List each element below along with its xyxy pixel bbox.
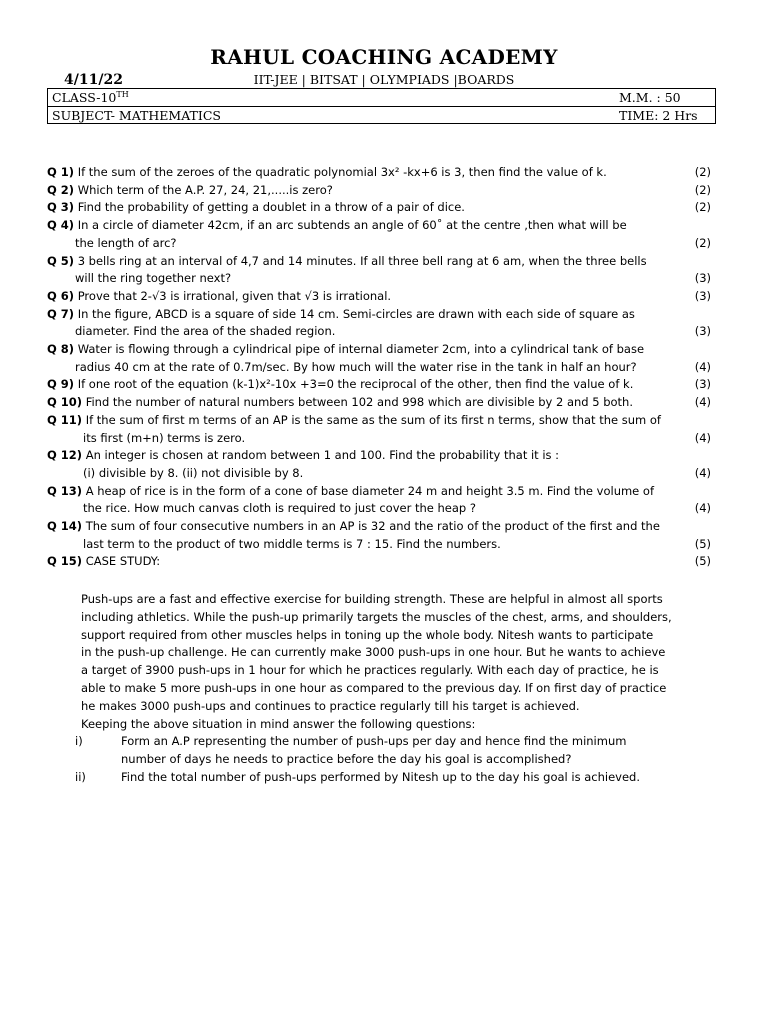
question-number: Q 2) bbox=[47, 182, 75, 197]
question-item bbox=[47, 394, 717, 412]
question-number: Q 14) bbox=[47, 519, 83, 534]
institute-title: RAHUL COACHING ACADEMY bbox=[210, 45, 558, 69]
question-line bbox=[47, 182, 717, 200]
question-number: Q 5) bbox=[47, 253, 75, 268]
question-line bbox=[47, 199, 717, 217]
question-text: last term to the product of two middle terms is 7 : 15. Find the numbers. bbox=[83, 536, 501, 551]
question-text: diameter. Find the area of the shaded region. bbox=[75, 324, 336, 339]
question-text: Which term of the A.P. 27, 24, 21,.....is zero? bbox=[77, 182, 333, 197]
subject-row bbox=[48, 106, 715, 124]
question-marks: (3) bbox=[694, 377, 711, 392]
question-line bbox=[47, 412, 717, 430]
question-line bbox=[47, 164, 717, 182]
case-subquestion bbox=[75, 769, 721, 787]
class-superscript: TH bbox=[116, 89, 129, 99]
question-marks: (4) bbox=[694, 395, 711, 410]
question-number: Q 13) bbox=[47, 483, 83, 498]
question-marks: (2) bbox=[694, 235, 711, 250]
question-item bbox=[47, 341, 717, 376]
question-item bbox=[47, 288, 717, 306]
question-text: Find the number of natural numbers between 102 and 998 which are divisible by 2 and 5 both. bbox=[85, 395, 634, 410]
question-item bbox=[47, 483, 717, 518]
question-continuation bbox=[47, 270, 717, 288]
question-text: In the figure, ABCD is a square of side 14 cm. Semi-circles are drawn with each side of square as bbox=[77, 306, 635, 321]
question-number: Q 9) bbox=[47, 377, 75, 392]
case-study bbox=[75, 591, 721, 787]
question-text: A heap of rice is in the form of a cone of base diameter 24 m and height 3.5 m. Find the volume of bbox=[85, 483, 654, 498]
question-line bbox=[47, 447, 717, 465]
question-item bbox=[47, 217, 717, 252]
question-marks: (2) bbox=[694, 200, 711, 215]
question-number: Q 15) bbox=[47, 554, 83, 569]
subject-label: SUBJECT- MATHEMATICS bbox=[52, 108, 221, 123]
question-line bbox=[47, 341, 717, 359]
question-text: Prove that 2-√3 is irrational, given that √3 is irrational. bbox=[77, 288, 392, 303]
question-item bbox=[47, 253, 717, 288]
subquestion-number: i) bbox=[75, 734, 83, 749]
question-marks: (4) bbox=[694, 359, 711, 374]
question-line bbox=[47, 306, 717, 324]
question-marks: (4) bbox=[694, 501, 711, 516]
question-line bbox=[47, 253, 717, 271]
question-continuation bbox=[47, 430, 717, 448]
case-paragraph-line: in the push-up challenge. He can currently make 3000 push-ups in one hour. But he wants to achieve bbox=[81, 645, 666, 660]
subquestion-text: number of days he needs to practice before the day his goal is accomplished? bbox=[121, 752, 572, 767]
subquestion-text: Find the total number of push-ups performed by Nitesh up to the day his goal is achieved. bbox=[121, 769, 641, 784]
case-paragraph-line: a target of 3900 push-ups in 1 hour for which he practices regularly. With each day of practice, he is bbox=[81, 663, 659, 678]
question-text: (i) divisible by 8. (ii) not divisible by 8. bbox=[83, 465, 304, 480]
question-line bbox=[47, 553, 717, 571]
question-text: the rice. How much canvas cloth is required to just cover the heap ? bbox=[83, 501, 476, 516]
max-marks: M.M. : 50 bbox=[619, 90, 681, 105]
question-continuation bbox=[47, 465, 717, 483]
question-text: If the sum of first m terms of an AP is the same as the sum of its first n terms, show that the sum of bbox=[85, 412, 661, 427]
class-row bbox=[48, 89, 715, 106]
question-item bbox=[47, 376, 717, 394]
question-line bbox=[47, 518, 717, 536]
case-paragraph-line: he makes 3000 push-ups and continues to practice regularly till his target is achieved. bbox=[81, 698, 580, 713]
question-line bbox=[47, 376, 717, 394]
exam-date: 4/11/22 bbox=[64, 72, 123, 88]
question-number: Q 4) bbox=[47, 218, 75, 233]
question-number: Q 12) bbox=[47, 448, 83, 463]
question-text: the length of arc? bbox=[75, 235, 177, 250]
question-continuation bbox=[47, 536, 717, 554]
question-line bbox=[47, 288, 717, 306]
question-item bbox=[47, 164, 717, 182]
question-text: 3 bells ring at an interval of 4,7 and 14 minutes. If all three bell rang at 6 am, when the three bells bbox=[77, 253, 647, 268]
question-marks: (3) bbox=[694, 271, 711, 286]
question-text: An integer is chosen at random between 1 and 100. Find the probability that it is : bbox=[85, 448, 560, 463]
question-continuation bbox=[47, 235, 717, 253]
question-number: Q 3) bbox=[47, 200, 75, 215]
question-text: CASE STUDY: bbox=[85, 554, 161, 569]
question-item bbox=[47, 306, 717, 341]
question-marks: (3) bbox=[694, 324, 711, 339]
question-text: The sum of four consecutive numbers in an AP is 32 and the ratio of the product of the first and the bbox=[85, 519, 660, 534]
question-item bbox=[47, 182, 717, 200]
case-paragraph-line: Keeping the above situation in mind answer the following questions: bbox=[81, 716, 476, 731]
question-continuation bbox=[47, 500, 717, 518]
question-line bbox=[47, 483, 717, 501]
question-text: its first (m+n) terms is zero. bbox=[83, 430, 246, 445]
question-line bbox=[47, 217, 717, 235]
subquestion-number: ii) bbox=[75, 769, 86, 784]
question-number: Q 7) bbox=[47, 306, 75, 321]
question-item bbox=[47, 447, 717, 482]
question-item bbox=[47, 199, 717, 217]
case-paragraph-line: able to make 5 more push-ups in one hour as compared to the previous day. If on first day of practice bbox=[81, 680, 667, 695]
question-text: radius 40 cm at the rate of 0.7m/sec. By how much will the water rise in the tank in half an hour? bbox=[75, 359, 637, 374]
question-text: If one root of the equation (k-1)x²-10x +3=0 the reciprocal of the other, then find the value of k. bbox=[77, 377, 634, 392]
question-item bbox=[47, 412, 717, 447]
subquestion-text: Form an A.P representing the number of push-ups per day and hence find the minimum bbox=[121, 734, 627, 749]
question-item bbox=[47, 518, 717, 553]
question-number: Q 10) bbox=[47, 395, 83, 410]
class-label: CLASS-10TH bbox=[52, 89, 129, 105]
question-continuation bbox=[47, 323, 717, 341]
case-paragraph-line: including athletics. While the push-up primarily targets the muscles of the chest, arms, and shoulders, bbox=[81, 609, 672, 624]
question-number: Q 6) bbox=[47, 288, 75, 303]
question-marks: (4) bbox=[694, 430, 711, 445]
question-marks: (5) bbox=[694, 554, 711, 569]
time-label: TIME: 2 Hrs bbox=[619, 108, 698, 123]
question-marks: (2) bbox=[694, 182, 711, 197]
tagline: IIT-JEE | BITSAT | OLYMPIADS |BOARDS bbox=[253, 72, 515, 87]
question-text: will the ring together next? bbox=[75, 271, 232, 286]
question-text: Find the probability of getting a doublet in a throw of a pair of dice. bbox=[77, 200, 465, 215]
question-text: Water is flowing through a cylindrical pipe of internal diameter 2cm, into a cylindrical tank of base bbox=[77, 342, 645, 357]
case-paragraph-line: support required from other muscles helps in toning up the whole body. Nitesh wants to participate bbox=[81, 627, 654, 642]
question-item bbox=[47, 553, 717, 571]
question-marks: (4) bbox=[694, 465, 711, 480]
question-list bbox=[47, 164, 717, 571]
question-number: Q 8) bbox=[47, 342, 75, 357]
question-text: If the sum of the zeroes of the quadratic polynomial 3x² -kx+6 is 3, then find the value of k. bbox=[77, 165, 607, 179]
question-marks: (5) bbox=[694, 536, 711, 551]
case-subquestion bbox=[75, 733, 721, 751]
question-text: In a circle of diameter 42cm, if an arc subtends an angle of 60˚ at the centre ,then what will be bbox=[77, 218, 627, 233]
question-marks: (2) bbox=[694, 165, 711, 179]
question-line bbox=[47, 394, 717, 412]
exam-info-box bbox=[47, 88, 716, 124]
question-number: Q 1) bbox=[47, 165, 75, 179]
case-subquestion bbox=[81, 751, 721, 769]
case-paragraph-line: Push-ups are a fast and effective exercise for building strength. These are helpful in almost all sports bbox=[81, 592, 663, 606]
question-continuation bbox=[47, 359, 717, 377]
question-marks: (3) bbox=[694, 288, 711, 303]
question-number: Q 11) bbox=[47, 412, 83, 427]
